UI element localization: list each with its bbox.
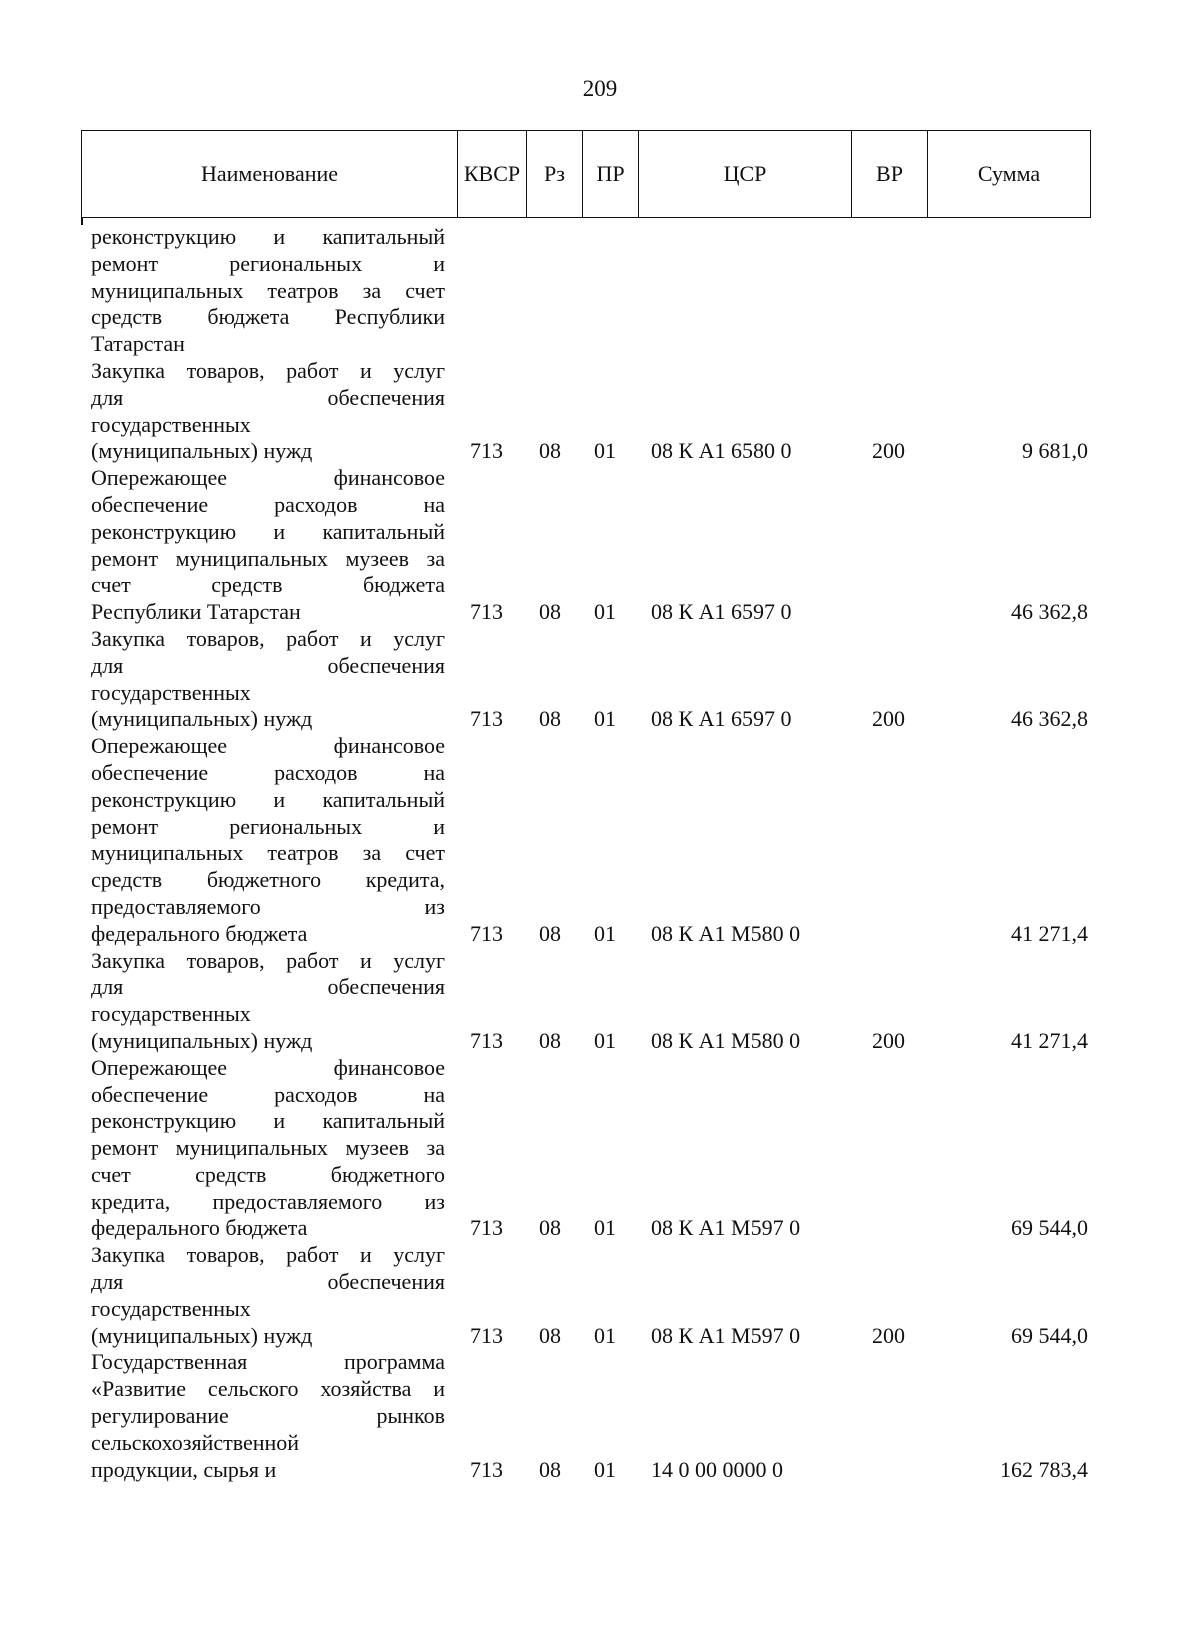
cell-rz: 08: [539, 1027, 561, 1053]
row-name-line: счет средств бюджетного: [91, 1161, 445, 1187]
row-name-line: для обеспечения: [91, 652, 445, 678]
cell-kvsr: 713: [470, 438, 503, 464]
table-row: [0, 626, 1200, 733]
row-name-line: реконструкцию и капитальный: [91, 224, 445, 249]
row-name-line: ремонт муниципальных музеев за: [91, 1135, 445, 1161]
row-name: [91, 1055, 445, 1243]
cell-rz: 08: [539, 1456, 561, 1482]
cell-csr: 14 0 00 0000 0: [651, 1456, 783, 1482]
cell-csr: 08 К А1 6597 0: [651, 599, 792, 625]
cell-sum: 162 783,4: [1000, 1456, 1088, 1482]
table-row: [0, 1055, 1200, 1243]
row-name: [91, 224, 445, 358]
row-name-line: ремонт муниципальных музеев за: [91, 545, 445, 571]
row-name-line: (муниципальных) нужд: [91, 438, 313, 464]
row-name-line: государственных: [91, 679, 251, 705]
table-row: [0, 224, 1200, 358]
page-number: 209: [582, 76, 618, 101]
row-name-line: для обеспечения: [91, 384, 445, 410]
row-name-line: государственных: [91, 411, 251, 437]
row-name-line: «Развитие сельского хозяйства и: [91, 1376, 445, 1402]
row-name-line: (муниципальных) нужд: [91, 1322, 313, 1348]
column-header-pr: ПР: [583, 131, 639, 217]
row-name-line: средств бюджета Республики: [91, 304, 445, 330]
row-name-line: сельскохозяйственной: [91, 1429, 300, 1455]
table-row: [0, 948, 1200, 1055]
row-name-line: обеспечение расходов на: [91, 491, 445, 517]
row-name-line: (муниципальных) нужд: [91, 1027, 313, 1053]
table-row: [0, 733, 1200, 947]
row-name-line: (муниципальных) нужд: [91, 706, 313, 732]
cell-rz: 08: [539, 599, 561, 625]
row-name-line: государственных: [91, 1001, 251, 1027]
row-name-line: обеспечение расходов на: [91, 1081, 445, 1107]
cell-vr: 200: [872, 438, 905, 464]
row-name-line: муниципальных театров за счет: [91, 840, 445, 866]
row-name-line: Опережающее финансовое: [91, 733, 445, 759]
cell-pr: 01: [594, 1215, 616, 1241]
cell-sum: 46 362,8: [1011, 599, 1088, 625]
cell-rz: 08: [539, 1322, 561, 1348]
column-header-kvsr: КВСР: [458, 131, 527, 217]
cell-kvsr: 713: [470, 1322, 503, 1348]
table-body: [0, 224, 1200, 1483]
cell-sum: 41 271,4: [1011, 1027, 1088, 1053]
row-name-line: государственных: [91, 1295, 251, 1321]
table-row: [0, 465, 1200, 626]
row-name-line: ремонт региональных и: [91, 813, 445, 839]
table-row: [0, 1349, 1200, 1483]
row-name-line: федерального бюджета: [91, 920, 308, 946]
cell-kvsr: 713: [470, 1027, 503, 1053]
cell-csr: 08 К А1 М580 0: [651, 1027, 801, 1053]
row-name: [91, 1349, 445, 1483]
row-name: [91, 626, 445, 733]
cell-vr: 200: [872, 1322, 905, 1348]
cell-kvsr: 713: [470, 706, 503, 732]
cell-csr: 08 К А1 6597 0: [651, 706, 792, 732]
column-header-sum: Сумма: [977, 161, 1041, 186]
row-name-line: для обеспечения: [91, 1269, 445, 1295]
row-name-line: ремонт региональных и: [91, 250, 445, 276]
cell-pr: 01: [594, 1027, 616, 1053]
cell-csr: 08 К А1 М580 0: [651, 920, 801, 946]
row-name-line: Закупка товаров, работ и услуг: [91, 625, 445, 651]
cell-csr: 08 К А1 М597 0: [651, 1322, 801, 1348]
row-name-line: обеспечение расходов на: [91, 759, 445, 785]
cell-sum: 69 544,0: [1011, 1322, 1088, 1348]
cell-rz: 08: [539, 438, 561, 464]
row-name-line: реконструкцию и капитальный: [91, 1108, 445, 1134]
column-header-vr: ВР: [852, 131, 928, 217]
row-name-line: предоставляемого из: [91, 893, 445, 919]
cell-rz: 08: [539, 706, 561, 732]
row-name-line: для обеспечения: [91, 974, 445, 1000]
cell-rz: 08: [539, 1215, 561, 1241]
row-name-line: реконструкцию и капитальный: [91, 518, 445, 544]
row-name-line: Опережающее финансовое: [91, 465, 445, 491]
cell-vr: 200: [872, 706, 905, 732]
cell-sum: 41 271,4: [1011, 920, 1088, 946]
row-name-line: продукции, сырья и: [91, 1456, 277, 1482]
cell-vr: 200: [872, 1027, 905, 1053]
cell-kvsr: 713: [470, 920, 503, 946]
table-row: [0, 358, 1200, 465]
row-name-line: Закупка товаров, работ и услуг: [91, 947, 445, 973]
row-name-line: реконструкцию и капитальный: [91, 786, 445, 812]
cell-pr: 01: [594, 1322, 616, 1348]
cell-csr: 08 К А1 6580 0: [651, 438, 792, 464]
row-name-line: Опережающее финансовое: [91, 1054, 445, 1080]
column-header-csr: ЦСР: [639, 131, 852, 217]
column-header-name: Наименование: [82, 131, 458, 217]
cell-sum: 9 681,0: [1022, 438, 1088, 464]
row-name-line: средств бюджетного кредита,: [91, 867, 445, 893]
row-name-line: Республики Татарстан: [91, 599, 301, 625]
row-name: [91, 358, 445, 465]
row-name: [91, 465, 445, 626]
row-name-line: кредита, предоставляемого из: [91, 1188, 445, 1214]
cell-pr: 01: [594, 920, 616, 946]
cell-pr: 01: [594, 706, 616, 732]
cell-kvsr: 713: [470, 1215, 503, 1241]
table-row: [0, 1242, 1200, 1349]
cell-kvsr: 713: [470, 599, 503, 625]
row-name: [91, 948, 445, 1055]
row-name: [91, 1242, 445, 1349]
cell-sum: 46 362,8: [1011, 706, 1088, 732]
cell-kvsr: 713: [470, 1456, 503, 1482]
cell-pr: 01: [594, 599, 616, 625]
row-name-line: Закупка товаров, работ и услуг: [91, 1242, 445, 1268]
cell-pr: 01: [594, 438, 616, 464]
row-name-line: счет средств бюджета: [91, 572, 445, 598]
row-name-line: регулирование рынков: [91, 1403, 445, 1429]
cell-csr: 08 К А1 М597 0: [651, 1215, 801, 1241]
cell-rz: 08: [539, 920, 561, 946]
cell-sum: 69 544,0: [1011, 1215, 1088, 1241]
row-name: [91, 733, 445, 947]
row-name-line: Государственная программа: [91, 1349, 445, 1375]
column-header-rz: Рз: [527, 131, 583, 217]
table-header: [81, 130, 1091, 218]
row-name-line: федерального бюджета: [91, 1215, 308, 1241]
row-name-line: Татарстан: [91, 331, 185, 357]
row-name-line: Закупка товаров, работ и услуг: [91, 357, 445, 383]
cell-pr: 01: [594, 1456, 616, 1482]
row-name-line: муниципальных театров за счет: [91, 277, 445, 303]
